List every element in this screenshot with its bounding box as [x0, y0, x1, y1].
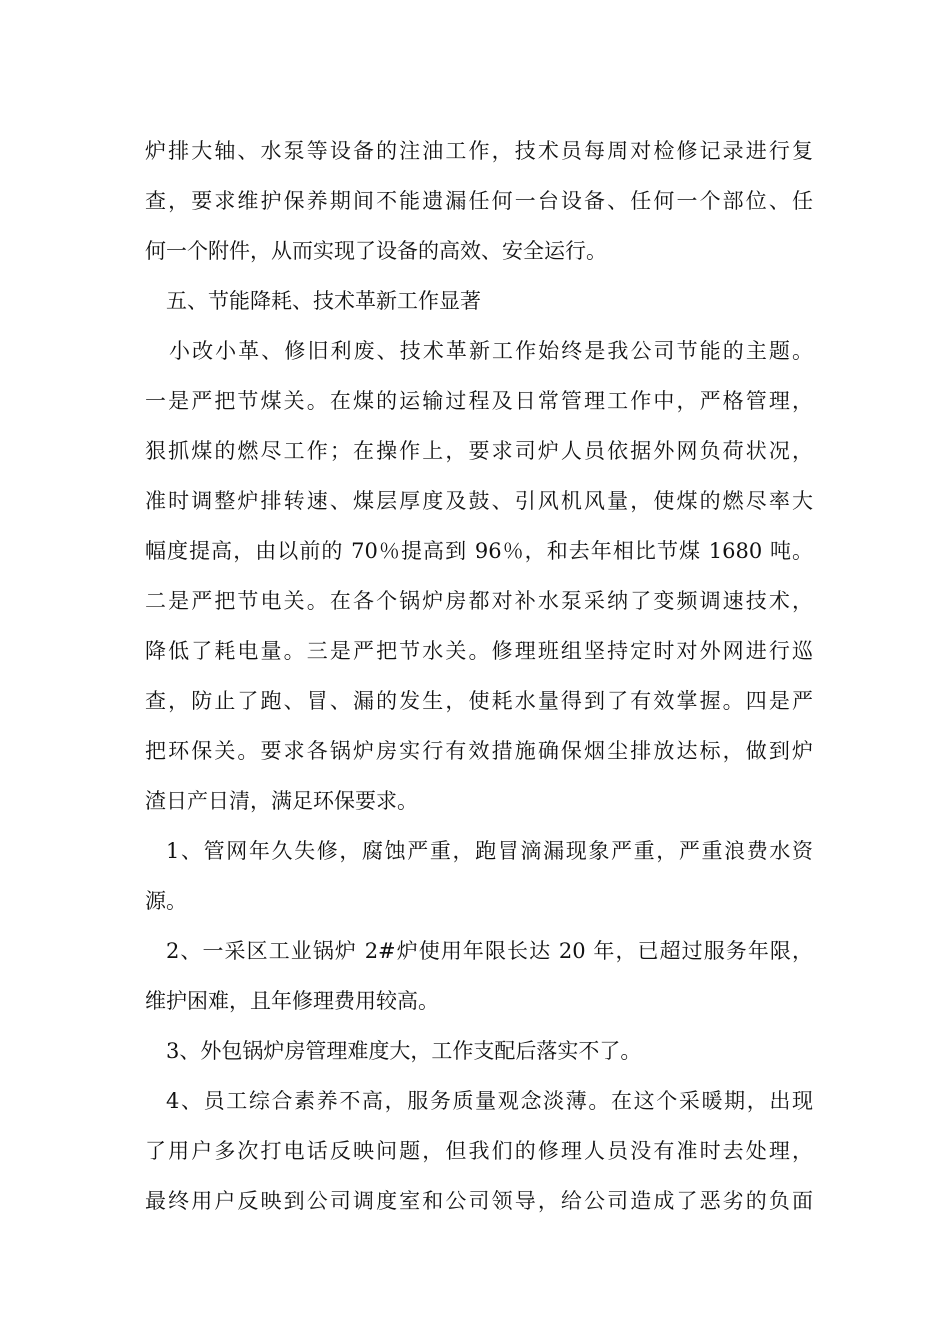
- list-item-line: 最终用户反映到公司调度室和公司领导，给公司造成了恶劣的负面: [145, 1189, 813, 1213]
- body-line: 查，要求维护保养期间不能遗漏任何一台设备、任何一个部位、任: [145, 189, 813, 213]
- body-line: 炉排大轴、水泵等设备的注油工作，技术员每周对检修记录进行复: [145, 139, 813, 163]
- list-item-line: 了用户多次打电话反映问题，但我们的修理人员没有准时去处理，: [145, 1139, 813, 1163]
- body-line: 降低了耗电量。三是严把节水关。修理班组坚持定时对外网进行巡: [145, 639, 813, 663]
- body-line: 何一个附件，从而实现了设备的高效、安全运行。: [145, 239, 607, 263]
- body-line: 二是严把节电关。在各个锅炉房都对补水泵采纳了变频调速技术，: [145, 589, 813, 613]
- body-line: 小改小革、修旧利废、技术革新工作始终是我公司节能的主题。: [169, 339, 813, 363]
- body-line: 把环保关。要求各锅炉房实行有效措施确保烟尘排放达标，做到炉: [145, 739, 813, 763]
- body-line: 查，防止了跑、冒、漏的发生，使耗水量得到了有效掌握。四是严: [145, 689, 813, 713]
- body-line: 狠抓煤的燃尽工作；在操作上，要求司炉人员依据外网负荷状况，: [145, 439, 813, 463]
- body-line: 准时调整炉排转速、煤层厚度及鼓、引风机风量，使煤的燃尽率大: [145, 489, 813, 513]
- list-item-line: 4、员工综合素养不高，服务质量观念淡薄。在这个采暖期，出现: [166, 1089, 813, 1113]
- list-item-line: 2、一采区工业锅炉 2#炉使用年限长达 20 年，已超过服务年限，: [166, 939, 813, 963]
- body-line: 一是严把节煤关。在煤的运输过程及日常管理工作中，严格管理，: [145, 389, 813, 413]
- list-item-line: 1、管网年久失修，腐蚀严重，跑冒滴漏现象严重，严重浪费水资: [166, 839, 813, 863]
- section-heading: 五、节能降耗、技术革新工作显著: [166, 289, 481, 313]
- body-line: 幅度提高，由以前的 70％提高到 96％，和去年相比节煤 1680 吨。: [145, 539, 813, 563]
- list-item-line: 源。: [145, 889, 187, 913]
- list-item-line: 维护困难，且年修理费用较高。: [145, 989, 439, 1013]
- body-line: 渣日产日清，满足环保要求。: [145, 789, 418, 813]
- list-item-line: 3、外包锅炉房管理难度大，工作支配后落实不了。: [166, 1039, 642, 1063]
- document-body: [145, 126, 813, 1226]
